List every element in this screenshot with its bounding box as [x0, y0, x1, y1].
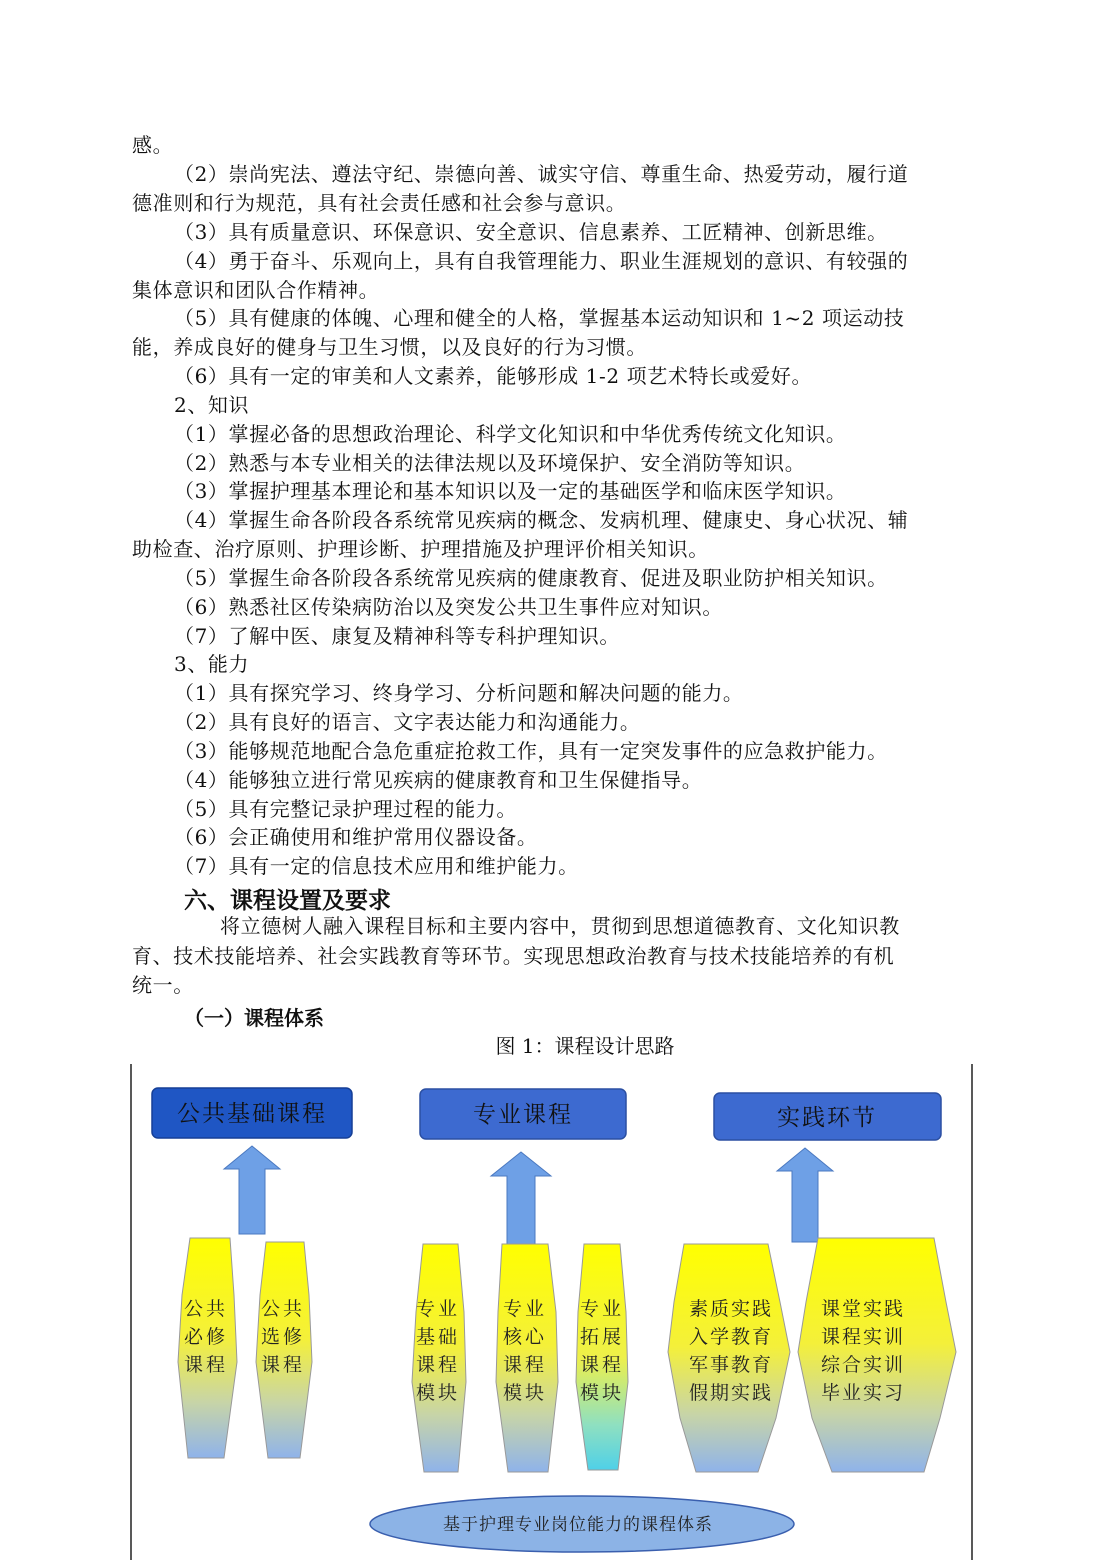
paragraph-line: （1）掌握必备的思想政治理论、科学文化知识和中华优秀传统文化知识。	[174, 422, 847, 446]
paragraph-line: 德准则和行为规范，具有社会责任感和社会参与意识。	[132, 191, 627, 215]
category-label: 公共基础课程	[177, 1101, 327, 1127]
paragraph-line: 统一。	[132, 973, 194, 997]
module-line: 课程	[579, 1354, 625, 1376]
paragraph-line: （2）熟悉与本专业相关的法律法规以及环境保护、安全消防等知识。	[174, 451, 806, 475]
up-arrow-icon	[491, 1152, 551, 1245]
paragraph-line: （4）勇于奋斗、乐观向上，具有自我管理能力、职业生涯规划的意识、有较强的	[174, 249, 909, 273]
section-title: 六、课程设置及要求	[184, 888, 391, 914]
base-label: 基于护理专业岗位能力的课程体系	[443, 1515, 713, 1535]
paragraph-line: （3）掌握护理基本理论和基本知识以及一定的基础医学和临床医学知识。	[174, 479, 847, 503]
paragraph-line: （5）掌握生命各阶段各系统常见疾病的健康教育、促进及职业防护相关知识。	[174, 566, 888, 590]
module-line: 模块	[415, 1382, 461, 1404]
category-box-public	[152, 1088, 352, 1138]
category-box-practice	[714, 1093, 941, 1140]
module-line: 课程	[183, 1354, 229, 1376]
category-label: 实践环节	[777, 1105, 877, 1131]
paragraph-line: （7）具有一定的信息技术应用和维护能力。	[174, 854, 579, 878]
base-ellipse	[370, 1496, 794, 1552]
module-line: 公共	[183, 1298, 229, 1320]
module-line: 选修	[260, 1326, 306, 1348]
subsection-title: （一）课程体系	[184, 1006, 324, 1030]
paragraph-line: （2）崇尚宪法、遵法守纪、崇德向善、诚实守信、尊重生命、热爱劳动，履行道	[174, 162, 909, 186]
paragraph-line: （3）具有质量意识、环保意识、安全意识、信息素养、工匠精神、创新思维。	[174, 220, 888, 244]
module-line: 入学教育	[688, 1326, 774, 1348]
module-line: 核心	[502, 1326, 548, 1348]
paragraph-line: （5）具有完整记录护理过程的能力。	[174, 797, 517, 821]
module-line: 假期实践	[688, 1382, 774, 1404]
module-line: 课程	[502, 1354, 548, 1376]
paragraph-line: 助检查、治疗原则、护理诊断、护理措施及护理评价相关知识。	[132, 537, 709, 561]
module-professional-core	[496, 1244, 558, 1472]
module-public-required	[178, 1238, 237, 1458]
module-line: 毕业实习	[820, 1382, 906, 1404]
paragraph-line: 感。	[132, 133, 174, 157]
module-line: 课堂实践	[820, 1298, 906, 1320]
paragraph-line: （1）具有探究学习、终身学习、分析问题和解决问题的能力。	[174, 681, 744, 705]
figure-caption: 图 1：课程设计思路	[495, 1034, 675, 1058]
module-line: 必修	[183, 1326, 229, 1348]
category-label: 专业课程	[473, 1102, 573, 1128]
up-arrow-icon	[224, 1146, 280, 1234]
module-line: 专业	[579, 1298, 625, 1320]
paragraph-line: 能，养成良好的健身与卫生习惯，以及良好的行为习惯。	[132, 335, 647, 359]
up-arrow-icon	[777, 1148, 833, 1242]
module-public-elective	[256, 1242, 312, 1458]
module-line: 素质实践	[688, 1298, 774, 1320]
category-box-professional	[420, 1089, 626, 1139]
module-line: 模块	[502, 1382, 548, 1404]
module-professional-basic	[412, 1244, 466, 1472]
paragraph-line: （4）掌握生命各阶段各系统常见疾病的概念、发病机理、健康史、身心状况、辅	[174, 508, 909, 532]
module-line: 公共	[260, 1298, 306, 1320]
paragraph-line: （6）会正确使用和维护常用仪器设备。	[174, 825, 538, 849]
module-line: 基础	[415, 1326, 461, 1348]
module-line: 拓展	[579, 1326, 625, 1348]
course-design-diagram	[128, 1062, 980, 1560]
paragraph-line: （7）了解中医、康复及精神科等专科护理知识。	[174, 624, 620, 648]
module-line: 课程	[415, 1354, 461, 1376]
paragraph-line: 育、技术技能培养、社会实践教育等环节。实现思想政治教育与技术技能培养的有机	[132, 944, 895, 968]
module-line: 综合实训	[820, 1354, 906, 1376]
paragraph-line: （6）熟悉社区传染病防治以及突发公共卫生事件应对知识。	[174, 595, 723, 619]
paragraph-line: （2）具有良好的语言、文字表达能力和沟通能力。	[174, 710, 641, 734]
module-practical-training	[798, 1238, 956, 1472]
module-line: 专业	[415, 1298, 461, 1320]
module-line: 军事教育	[688, 1354, 774, 1376]
module-line: 课程	[260, 1354, 306, 1376]
paragraph-line: （4）能够独立进行常见疾病的健康教育和卫生保健指导。	[174, 768, 703, 792]
module-quality-practice	[668, 1244, 790, 1472]
module-line: 专业	[502, 1298, 548, 1320]
subsection-knowledge: 2、知识	[174, 393, 250, 417]
paragraph-line: （5）具有健康的体魄、心理和健全的人格，掌握基本运动知识和 1~2 项运动技	[174, 306, 905, 330]
module-line: 模块	[579, 1382, 625, 1404]
paragraph-line: 集体意识和团队合作精神。	[132, 278, 380, 302]
paragraph-line: （6）具有一定的审美和人文素养，能够形成 1-2 项艺术特长或爱好。	[174, 364, 813, 388]
module-professional-extension	[576, 1244, 628, 1470]
paragraph-line: （3）能够规范地配合急危重症抢救工作，具有一定突发事件的应急救护能力。	[174, 739, 888, 763]
subsection-ability: 3、能力	[174, 652, 250, 676]
module-line: 课程实训	[820, 1326, 906, 1348]
paragraph-line: 将立德树人融入课程目标和主要内容中，贯彻到思想道德教育、文化知识教	[220, 914, 900, 938]
